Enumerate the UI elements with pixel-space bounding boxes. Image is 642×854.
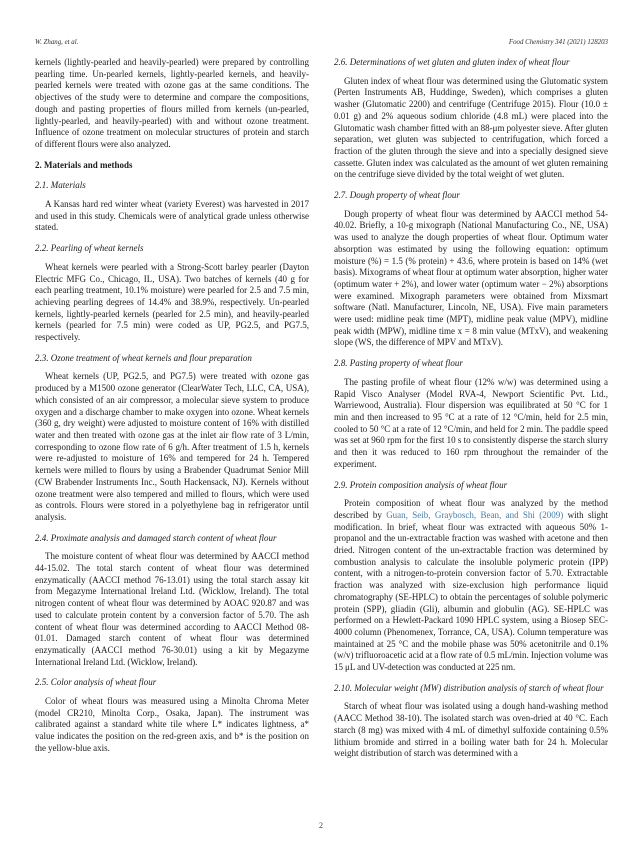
paragraph-text-before-citation: Protein composition of wheat flour was analyzed by the method described by xyxy=(334,498,608,520)
body-columns xyxy=(35,57,608,814)
paragraph-ozone-treatment: Wheat kernels (UP, PG2.5, and PG7.5) were treated with ozone gas produced by a M1500 ozone generator (ClearWater Tech, LLC, CA, USA), which consisted of an air compressor, a molecular sieve system to produce oxygen and a discharge chamber to make oxygen into ozone. Wheat kernels (360 g, dry weight) were adjusted to moisture content of 16% with distilled water and then treated with ozone gas at the inlet air flow rate of 3 L/min, corresponding to ozone flow rate of 6 g/h. After treatment of 1.5 h, kernels were re-adjusted to moisture of 16% and tempered for 24 h. Tempered kernels were milled to flours by using a Brabender Quadrumat Senior Mill (CW Brabender Instruments Inc., South Hackensack, NJ). Kernels without ozone treatment were also tempered and milled to flours, which were used as controls. Flours were stored in a polyethylene bag in refrigerator until analysis. xyxy=(35,371,309,522)
subsection-heading-pasting-property: 2.8. Pasting property of wheat flour xyxy=(334,358,463,369)
running-head xyxy=(35,39,608,46)
citation-link[interactable]: Guan, Seib, Graybosch, Bean, and Shi (2009) xyxy=(386,509,564,520)
paragraph-continuation: kernels (lightly-pearled and heavily-pearled) were prepared by controlling pearling time. Un-pearled kernels, lightly-pearled kernels, and heavily-pearled kernels were treated with ozone gas at the same conditions. The objectives of the study were to determine and compare the compositions, dough and pasting properties of flours milled from kernels (un-pearled, lightly-pearled, and heavily-pearled) with and without ozone treatment. Influence of ozone treatment on molecular structures of protein and starch of different flours were also analyzed. xyxy=(35,57,309,149)
page-number: 2 xyxy=(319,821,323,830)
subsection-heading-protein-composition: 2.9. Protein composition analysis of wheat flour xyxy=(334,479,508,490)
paragraph-wet-gluten: Gluten index of wheat flour was determined using the Glutomatic system (Perten Instruments AB, Huddinge, Sweden), which comprises a gluten washer (Glutomatic 2200) and centrifuge (Centrifuge 2015). Flour (10.0 ± 0.01 g) and 2% aqueous sodium chloride (4.8 mL) were placed into the Glutomatic wash chamber fitted with an 88-μm polyester sieve. After gluten separation, wet gluten was subjected to centrifugation, which forced a fraction of the gluten through the sieve and into a specially designed sieve cassette. Gluten index was calculated as the amount of wet gluten remaining on the centrifuge sieve divided by the total weight of wet gluten. xyxy=(334,75,608,180)
subsection-heading-color-analysis: 2.5. Color analysis of wheat flour xyxy=(35,677,157,688)
subsection-heading-pearling: 2.2. Pearling of wheat kernels xyxy=(35,243,144,254)
paragraph-proximate-analysis: The moisture content of wheat flour was determined by AACCI method 44-15.02. The total starch content of wheat flour was determined enzymatically (AACCI method 76-13.01) using the total starch assay kit from Megazyme International Ireland Ltd. (Wicklow, Ireland). The total nitrogen content of wheat flour was determined by AOAC 920.87 and was used to calculate protein content by a conversion factor of 5.70. The ash content of wheat flour was determined according to AACCI Method 08-01.01. Damaged starch content of wheat flour was determined enzymatically (AACCI method 76-30.01) using a kit by Megazyme International Ireland Ltd. (Wicklow, Ireland). xyxy=(35,551,309,667)
subsection-heading-proximate-analysis: 2.4. Proximate analysis and damaged starch content of wheat flour xyxy=(35,532,277,543)
right-column xyxy=(334,57,608,814)
header-journal-citation: Food Chemistry 341 (2021) 128203 xyxy=(508,39,608,46)
subsection-heading-ozone-treatment: 2.3. Ozone treatment of wheat kernels and flour preparation xyxy=(35,352,252,363)
header-authors: W. Zhang, et al. xyxy=(35,39,79,46)
paragraph-pearling: Wheat kernels were pearled with a Strong-Scott barley pearler (Dayton Electric MFG Co., Chicago, IL, USA). Two batches of kernels (40 g for each pearling treatment, 10.1% moisture) were pearled for 2.5 and 7.5 min, achieving pearling degrees of 14.4% and 38.9%, respectively. Un-pearled kernels, lightly-pearled kernels (pearled for 2.5 min), and heavily-pearled kernels (pearled for 7.5 min) were coded as UP, PG2.5, and PG7.5, respectively. xyxy=(35,261,309,343)
subsection-heading-wet-gluten: 2.6. Determinations of wet gluten and gluten index of wheat flour xyxy=(334,57,570,67)
paragraph-dough-property: Dough property of wheat flour was determined by AACCI method 54-40.02. Briefly, a 10-g mixograph (National Manufacturing Co., NE, USA) was used to analyze the dough properties of wheat flour. Optimum water absorption was estimated by using the following equation: optimum moisture (%) = 1.5 (% protein) + 43.6, where protein is based on 14% (wet basis). Mixograms of wheat flour at optimum water absorption, higher water (optimum water + 2%), and lower water (optimum water − 2%) absorptions were examined. Mixograph parameters were obtained from Mixsmart software (Natl. Manufacturer, Lincoln, NE, USA). Five main parameters were used: midline peak time (MPT), midline peak value (MPV), midline peak width (MPW), midline time x = 8 min value (MTxV), and weakening slope (WS, the difference of MPV and MTxV). xyxy=(334,208,608,348)
paragraph-materials: A Kansas hard red winter wheat (variety Everest) was harvested in 2017 and used in this study. Chemicals were of analytical grade unless otherwise stated. xyxy=(35,199,309,233)
subsection-heading-materials: 2.1. Materials xyxy=(35,180,86,191)
paragraph-mw-distribution: Starch of wheat flour was isolated using a dough hand-washing method (AACC Method 38-10). The isolated starch was oven-dried at 40 °C. Each starch (8 mg) was mixed with 4 mL of dimethyl sulfoxide containing 0.5% lithium bromide and stirred in a boiling water bath for 24 h. Molecular weight distribution of starch was determined with a xyxy=(334,701,608,759)
left-column xyxy=(35,57,309,814)
paragraph-protein-composition xyxy=(334,498,608,674)
paragraph-text-after-citation: with slight modification. In brief, wheat flour was extracted with aqueous 50% 1-propanol and the un-extractable fraction was washed with acetone and then dried. Nitrogen content of the un-extractable fraction was determined by combustion analysis to calculate the insoluble polymeric protein (IPP) content, with a nitrogen-to-protein conversion factor of 5.70. Extractable fraction was analyzed with size-exclusion high performance liquid chromatography (SE-HPLC) to obtain the percentages of soluble polymeric protein (SPP), gliadin (Gli), albumin and globulin (AG). SE-HPLC was performed on a Hewlett-Packard 1090 HPLC system, using a Biosep SEC-4000 column (Phenomenex, Torrance, CA, USA). Column temperature was maintained at 25 °C and the mobile phase was 50% acetonitrile and 0.1% (w/v) trifluoroacetic acid at a flow rate of 0.5 mL/min. Injection volume was 15 μL and UV-detection was conducted at 225 nm. xyxy=(334,509,608,673)
paragraph-pasting-property: The pasting profile of wheat flour (12% w/w) was determined using a Rapid Visco Analyser (Model RVA-4, Newport Scientific Pvt. Ltd., Warriewood, Australia). Flour dispersion was equilibrated at 50 °C for 1 min and then increased to 95 °C at a rate of 12 °C/min, held for 2.5 min, cooled to 50 °C at a rate of 12 °C/min, and held for 2 min. The paddle speed was set at 960 rpm for the first 10 s to consistently disperse the starch slurry and then it was reduced to 160 rpm throughout the remainder of the experiment. xyxy=(334,376,608,469)
page-footer xyxy=(0,821,642,830)
paragraph-color-analysis: Color of wheat flours was measured using a Minolta Chroma Meter (model CR210, Minolta Corp., Osaka, Japan). The instrument was calibrated against a standard white tile where L* indicates lightness, a* value indicates the position on the red-green axis, and b* is the position on the yellow-blue axis. xyxy=(35,696,309,753)
section-heading-materials-and-methods: 2. Materials and methods xyxy=(35,159,133,170)
subsection-heading-dough-property: 2.7. Dough property of wheat flour xyxy=(334,190,460,201)
subsection-heading-mw-distribution: 2.10. Molecular weight (MW) distribution analysis of starch of wheat flour xyxy=(334,682,604,693)
